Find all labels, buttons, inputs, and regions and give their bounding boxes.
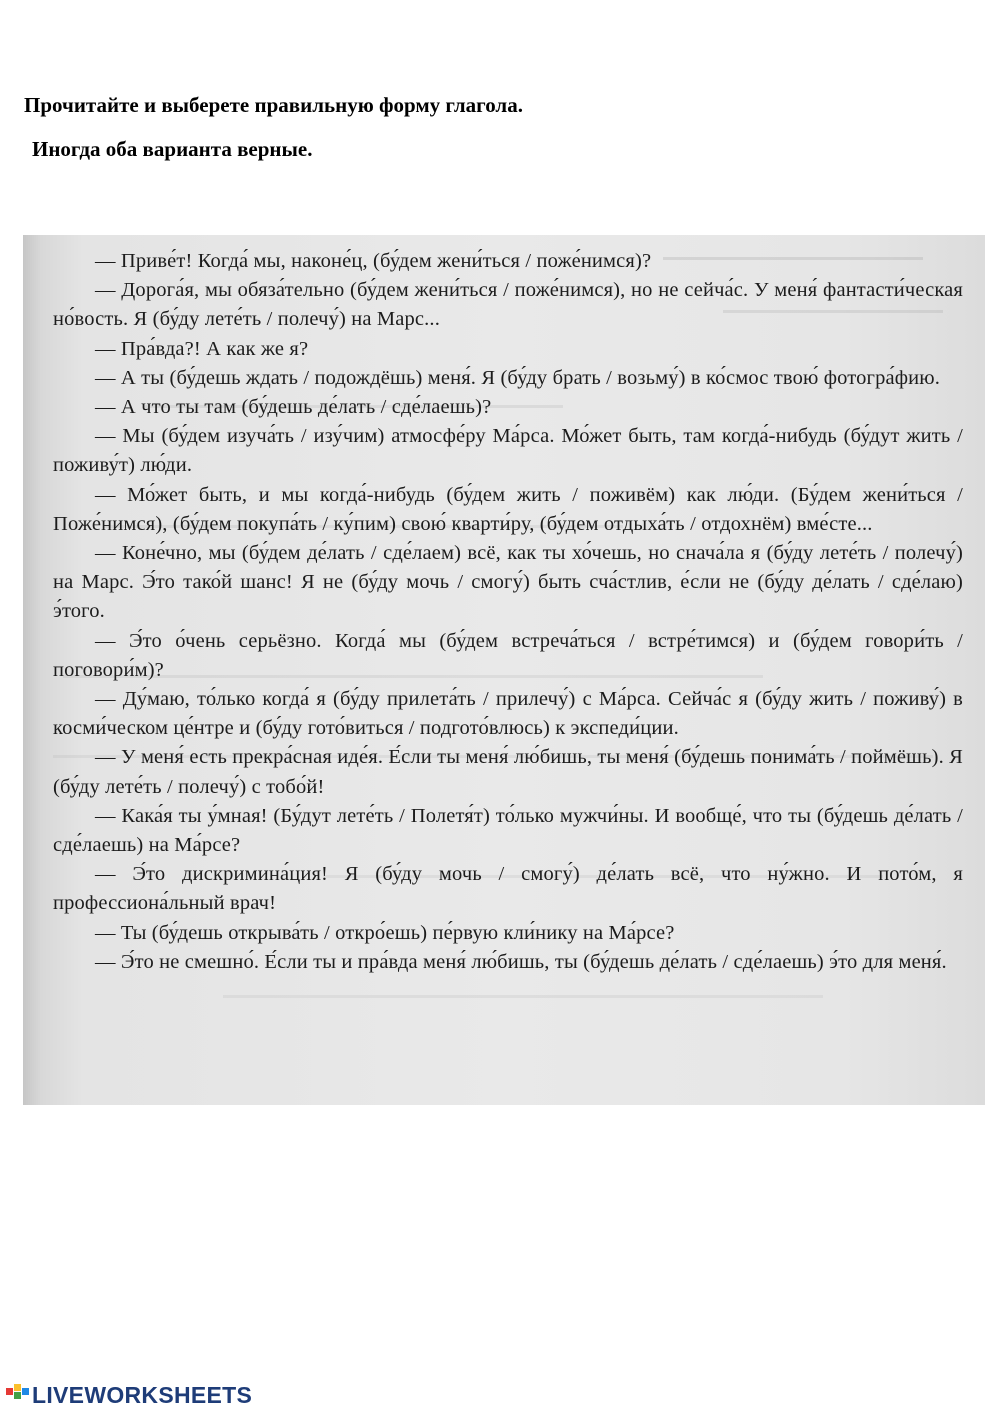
dialogue-line: — Э́то не смешно́. Е́сли ты и пра́вда меня́ лю́бишь, ты (бу́дешь де́лать / сде́лаешь) э́то для меня́. <box>95 950 947 973</box>
logo-square-green <box>14 1392 21 1399</box>
dialogue-line: — Мы (бу́дем изуча́ть / изу́чим) атмосфе́ру Ма́рса. Мо́жет быть, там когда́-нибудь (бу́дут жить / поживу́т) лю́ди. <box>53 425 963 477</box>
dialogue-line: — Э́то о́чень серьёзно. Когда́ мы (бу́дем встреча́ться / встре́тимся) и (бу́дем говори́ть / поговори́м)? <box>53 629 963 681</box>
logo-square-blue <box>22 1388 29 1395</box>
dialogue-text <box>53 247 963 977</box>
dialogue-line: — А что ты там (бу́дешь де́лать / сде́лаешь)? <box>95 396 492 419</box>
dialogue-line: — Э́то дискримина́ция! Я (бу́ду мочь / смогу́) де́лать всё, что ну́жно. И пото́м, я профессиона́льный врач! <box>53 863 963 915</box>
dialogue-line: — Приве́т! Когда́ мы, наконе́ц, (бу́дем жени́ться / поже́нимся)? <box>95 250 652 272</box>
dialogue-line: — Пра́вда?! А как же я? <box>95 337 309 360</box>
instruction-note: Иногда оба варианта верные. <box>32 137 313 161</box>
dialogue-line: — Кака́я ты у́мная! (Бу́дут лете́ть / Полетя́т) то́лько мужчи́ны. И вообще́, что ты (бу́дешь де́лать / сде́лаешь) на Ма́рсе? <box>53 804 963 857</box>
logo-square-red <box>6 1388 13 1395</box>
logo-squares-icon <box>6 1384 30 1406</box>
scanned-exercise-image <box>23 235 985 1105</box>
instruction-title: Прочитайте и выберете правильную форму глагола. <box>24 93 523 117</box>
dialogue-line: — А ты (бу́дешь ждать / подождёшь) меня́. Я (бу́ду брать / возьму́) в ко́смос твою́ фотогра́фию. <box>95 366 941 389</box>
dialogue-line: — Ты (бу́дешь открыва́ть / откро́ешь) пе́рвую кли́нику на Ма́рсе? <box>95 921 675 944</box>
dialogue-line: — Ду́маю, то́лько когда́ я (бу́ду прилета́ть / прилечу́) с Ма́рса. Сейча́с я (бу́ду жить / поживу́) в косми́ческом це́нтре и (бу́ду гото́виться / подгото́влюсь) к экспеди́ции. <box>53 688 963 740</box>
liveworksheets-logo <box>6 1382 252 1408</box>
logo-text: LIVEWORKSHEETS <box>32 1381 253 1408</box>
dialogue-line: — Дорога́я, мы обяза́тельно (бу́дем жени́ться / поже́нимся), но не сейча́с. У меня́ фантасти́ческая но́вость. Я (бу́ду лете́ть / полечу́) на Марс... <box>53 279 963 331</box>
dialogue-line: — Коне́чно, мы (бу́дем де́лать / сде́лаем) всё, как ты хо́чешь, но снача́ла я (бу́ду лете́ть / полечу́) на Марс. Э́то тако́й шанс! Я не (бу́ду мочь / смогу́) быть сча́стлив, е́сли не (бу́ду де́лать / сде́лаю) э́того. <box>53 542 963 623</box>
dialogue-line: — Мо́жет быть, и мы когда́-нибудь (бу́дем жить / поживём) как лю́ди. (Бу́дем жени́ться / Поже́нимся), (бу́дем покупа́ть / ку́пим) свою́ кварти́ру, (бу́дем отдыха́ть / отдохнём) вме́сте... <box>53 483 963 535</box>
dialogue-line: — У меня́ есть прекра́сная иде́я. Е́сли ты меня́ лю́бишь, ты меня́ (бу́дешь понима́ть / поймёшь). Я (бу́ду лете́ть / полечу́) с тобо́й! <box>53 746 963 798</box>
logo-square-yellow <box>14 1384 21 1391</box>
instructions <box>24 92 964 162</box>
